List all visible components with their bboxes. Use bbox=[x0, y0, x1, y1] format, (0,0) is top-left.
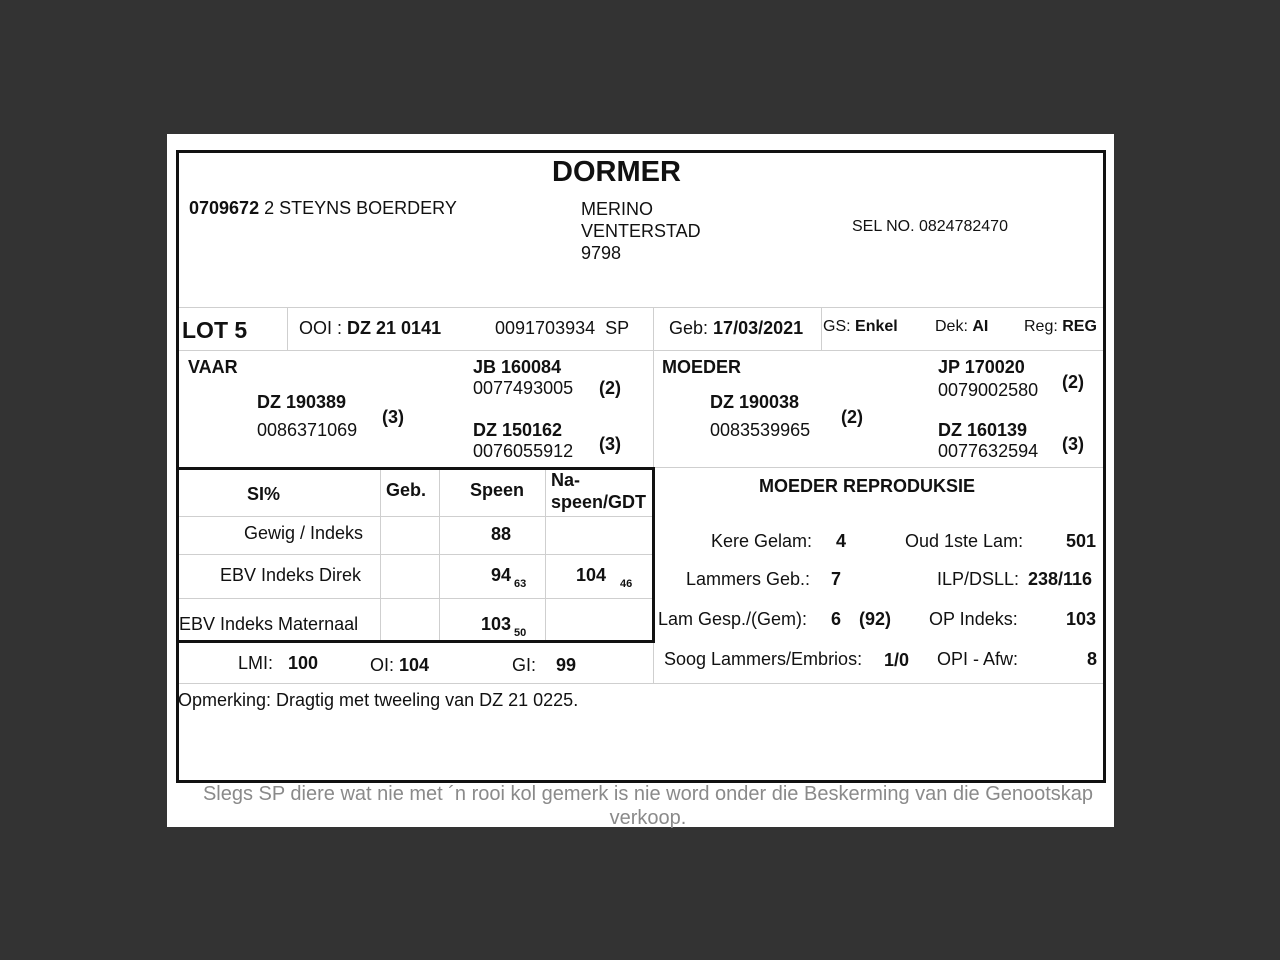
address-line-3: 9798 bbox=[581, 243, 622, 263]
dek-value: AI bbox=[972, 318, 989, 335]
divider bbox=[179, 683, 1103, 684]
speen-accuracy: 63 bbox=[514, 578, 527, 590]
gi bbox=[512, 655, 576, 676]
vaar-sire-number: 0077493005 bbox=[473, 378, 574, 398]
divider bbox=[380, 470, 381, 640]
speen-value-cell bbox=[491, 565, 526, 590]
vaar-sire-id: JB 160084 bbox=[473, 357, 562, 377]
breeder-name: 2 STEYNS BOERDERY bbox=[264, 198, 457, 218]
vaar-number: 0086371069 bbox=[257, 420, 358, 440]
si-header: SI% bbox=[247, 484, 281, 504]
divider bbox=[821, 307, 822, 350]
moeder-id: DZ 190038 bbox=[710, 392, 800, 412]
geb-value: 17/03/2021 bbox=[713, 318, 804, 338]
oi-value: 104 bbox=[399, 655, 430, 675]
lot-number: LOT 5 bbox=[182, 317, 248, 343]
oud-value: 501 bbox=[1066, 531, 1097, 551]
kere-label: Kere Gelam: bbox=[711, 531, 813, 551]
row-label: EBV Indeks Maternaal bbox=[179, 614, 359, 634]
moeder-sire-id: JP 170020 bbox=[938, 357, 1025, 377]
reg bbox=[1024, 318, 1097, 336]
speen-value: 94 bbox=[491, 565, 512, 585]
oi-label: OI: bbox=[370, 655, 395, 675]
naspeen-header-line-2: speen/GDT bbox=[551, 492, 647, 512]
footer-note: Slegs SP diere wat nie met ´n rooi kol gemerk is nie word onder die Beskerming van die Genootskap verkoop. bbox=[202, 783, 1094, 829]
lammers-value: 7 bbox=[831, 569, 842, 589]
ooi-registration bbox=[495, 318, 629, 339]
sel-number: SEL NO. 0824782470 bbox=[852, 218, 1008, 235]
lmi-label: LMI: bbox=[238, 653, 274, 673]
moeder-sire-grade: (2) bbox=[1062, 372, 1084, 392]
ooi-reg: 0091703934 bbox=[495, 318, 596, 338]
divider bbox=[655, 467, 1103, 468]
remark: Opmerking: Dragtig met tweeling van DZ 21 0225. bbox=[178, 690, 579, 710]
moeder-dam-id: DZ 160139 bbox=[938, 420, 1028, 440]
naspeen-header bbox=[551, 469, 646, 513]
gi-label: GI: bbox=[512, 655, 537, 675]
divider bbox=[179, 307, 1103, 308]
op-label: OP Indeks: bbox=[929, 609, 1018, 629]
divider bbox=[545, 470, 546, 640]
vaar-dam-number: 0076055912 bbox=[473, 441, 574, 461]
moeder-dam-number: 0077632594 bbox=[938, 441, 1039, 461]
moeder-dam-grade: (3) bbox=[1062, 434, 1084, 454]
breeder-code: 0709672 bbox=[189, 198, 260, 218]
lmi bbox=[238, 653, 318, 674]
speen-value-cell bbox=[481, 614, 526, 639]
vaar-id: DZ 190389 bbox=[257, 392, 347, 412]
naspeen-value: 104 bbox=[576, 565, 607, 585]
vaar-dam-grade: (3) bbox=[599, 434, 621, 454]
lammers-label: Lammers Geb.: bbox=[686, 569, 811, 589]
naspeen-header-line-1: Na- bbox=[551, 470, 581, 490]
lam-value: 6 bbox=[831, 609, 842, 629]
address bbox=[581, 198, 701, 264]
divider bbox=[287, 307, 288, 350]
gs-value: Enkel bbox=[855, 318, 898, 335]
row-label: EBV Indeks Direk bbox=[220, 565, 362, 585]
birth-date bbox=[669, 318, 803, 339]
speen-accuracy: 50 bbox=[514, 627, 527, 639]
moeder-sire-number: 0079002580 bbox=[938, 380, 1039, 400]
table-border bbox=[176, 640, 655, 643]
naspeen-accuracy: 46 bbox=[620, 578, 633, 590]
soog-label: Soog Lammers/Embrios: bbox=[664, 649, 863, 669]
naspeen-value-cell bbox=[576, 565, 632, 590]
vaar-label: VAAR bbox=[188, 357, 238, 377]
oi bbox=[370, 655, 429, 676]
reg-value: REG bbox=[1062, 318, 1097, 335]
divider bbox=[179, 554, 652, 555]
opi-label: OPI - Afw: bbox=[937, 649, 1019, 669]
geb-label: Geb: bbox=[669, 318, 709, 338]
lam-label: Lam Gesp./(Gem): bbox=[658, 609, 808, 629]
divider bbox=[439, 470, 440, 640]
speen-value: 103 bbox=[481, 614, 512, 634]
repro-title: MOEDER REPRODUKSIE bbox=[759, 476, 976, 496]
address-line-1: MERINO bbox=[581, 199, 653, 219]
moeder-label: MOEDER bbox=[662, 357, 742, 377]
gi-value: 99 bbox=[556, 655, 577, 675]
divider bbox=[179, 598, 652, 599]
divider bbox=[179, 350, 1103, 351]
breed-title: DORMER bbox=[552, 156, 681, 188]
ilp-value: 238/116 bbox=[1028, 569, 1093, 589]
vaar-sire-grade: (2) bbox=[599, 378, 621, 398]
row-label: Gewig / Indeks bbox=[244, 523, 364, 543]
geb-header: Geb. bbox=[386, 480, 427, 500]
moeder-number: 0083539965 bbox=[710, 420, 811, 440]
speen-value: 88 bbox=[491, 524, 512, 544]
vaar-grade: (3) bbox=[382, 407, 404, 427]
moeder-grade: (2) bbox=[841, 407, 863, 427]
gs-label: GS: bbox=[823, 318, 851, 335]
dek-label: Dek: bbox=[935, 318, 968, 335]
lmi-value: 100 bbox=[288, 653, 319, 673]
dek bbox=[935, 318, 988, 336]
reg-label: Reg: bbox=[1024, 318, 1058, 335]
address-line-2: VENTERSTAD bbox=[581, 221, 701, 241]
lam-gem-value: (92) bbox=[859, 609, 892, 629]
kere-value: 4 bbox=[836, 531, 847, 551]
soog-value: 1/0 bbox=[884, 650, 910, 670]
opi-value: 8 bbox=[1087, 649, 1098, 669]
vaar-dam-id: DZ 150162 bbox=[473, 420, 563, 440]
ilp-label: ILP/DSLL: bbox=[937, 569, 1020, 589]
ooi-sp: SP bbox=[605, 318, 630, 338]
oud-label: Oud 1ste Lam: bbox=[905, 531, 1024, 551]
ooi-id: DZ 21 0141 bbox=[347, 318, 442, 338]
ooi-label: OOI : bbox=[299, 318, 343, 338]
speen-header: Speen bbox=[470, 480, 525, 500]
gs bbox=[823, 318, 898, 336]
op-value: 103 bbox=[1066, 609, 1097, 629]
ooi bbox=[299, 318, 441, 339]
breeder bbox=[189, 198, 457, 219]
divider bbox=[179, 516, 652, 517]
table-border bbox=[652, 467, 655, 643]
